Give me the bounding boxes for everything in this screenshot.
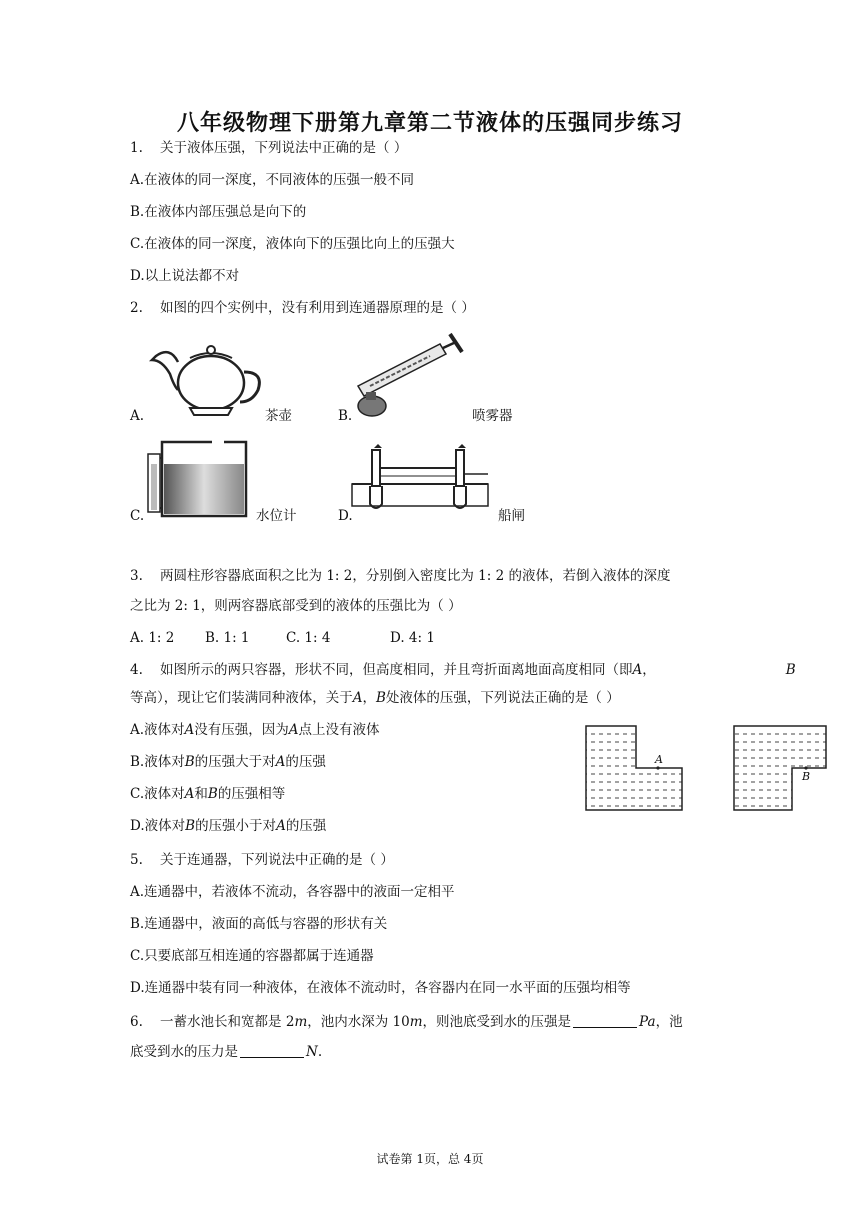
var-a: A: [288, 722, 299, 738]
question-5-stem: 5. 关于连通器，下列说法中正确的是（ ）: [130, 852, 394, 868]
container-right: [734, 726, 826, 810]
page-footer: 试卷第 1页，总 4页: [376, 1152, 484, 1166]
question-2-stem: 2. 如图的四个实例中，没有利用到连通器原理的是（ ）: [130, 300, 475, 316]
option-text: 的压强: [285, 754, 326, 770]
question-5-option-c: C.只要底部互相连通的容器都属于连通器: [130, 948, 374, 964]
q6-text: .: [317, 1044, 323, 1060]
q6-text: 底受到水的压力是: [130, 1044, 238, 1060]
q4-stem-text: 等高），现让它们装满同种液体，关于: [130, 690, 353, 706]
option-text: A.液体对: [130, 722, 185, 738]
var-a: A: [184, 722, 195, 738]
q4-stem-text: 4. 如图所示的两只容器，形状不同，但高度相同，并且弯折面离地面高度相同（即: [130, 662, 633, 678]
var-b: B: [185, 818, 196, 834]
option-text: D.液体对: [130, 818, 186, 834]
var-b: B: [184, 754, 195, 770]
point-a-marker: [656, 766, 659, 769]
q2-option-c-caption: 水位计: [256, 508, 297, 524]
question-6-line1: [130, 1012, 683, 1032]
question-3-stem-line1: 3. 两圆柱形容器底面积之比为 1: 2，分别倒入密度比为 1: 2 的液体，若倒入液体的深度: [130, 568, 671, 584]
sprayer-icon: [350, 330, 470, 420]
var-a: A: [632, 662, 643, 678]
question-3-option-b: B. 1: 1: [205, 630, 250, 646]
answer-blank-pressure[interactable]: [573, 1013, 637, 1028]
question-5-option-b: B.连通器中，液面的高低与容器的形状有关: [130, 916, 388, 932]
question-5-option-a: A.连通器中，若液体不流动，各容器中的液面一定相平: [130, 884, 455, 900]
page-title: 八年级物理下册第九章第二节液体的压强同步练习: [176, 110, 683, 136]
teapot-icon: [148, 338, 268, 420]
q4-comma: ，: [362, 690, 376, 706]
ship-lock-icon: [352, 440, 490, 520]
figure-label-b: B: [802, 770, 811, 783]
question-3-stem-line2: 之比为 2: 1，则两容器底部受到的液体的压强比为（ ）: [130, 598, 462, 614]
q4-containers-figure: [582, 722, 832, 814]
q2-option-a-letter: A.: [130, 408, 145, 424]
question-4-option-c: [130, 784, 285, 804]
container-left: [586, 726, 682, 810]
var-b: B: [785, 662, 796, 678]
unit-m: m: [409, 1014, 423, 1030]
q6-text: 6. 一蓄水池长和宽都是 2: [130, 1014, 295, 1030]
option-text: B.液体对: [130, 754, 185, 770]
option-text: 的压强相等: [217, 786, 286, 802]
q6-text: ，池: [655, 1014, 683, 1030]
question-6-line2: [130, 1042, 322, 1062]
var-a: A: [275, 754, 286, 770]
var-b: B: [207, 786, 218, 802]
option-text: 点上没有液体: [298, 722, 380, 738]
water-gauge-icon: [144, 438, 254, 520]
question-1-option-d: D.以上说法都不对: [130, 268, 240, 284]
var-a: A: [352, 690, 363, 706]
question-3-option-c: C. 1: 4: [286, 630, 331, 646]
figure-label-a: A: [655, 753, 663, 766]
question-1-stem: 1. 关于液体压强，下列说法中正确的是（ ）: [130, 140, 408, 156]
option-text: 和: [194, 786, 208, 802]
q2-option-b-caption: 喷雾器: [472, 408, 513, 424]
question-4-option-b: [130, 752, 326, 772]
unit-m: m: [294, 1014, 308, 1030]
option-text: 的压强大于对: [194, 754, 276, 770]
option-text: 的压强小于对: [195, 818, 277, 834]
option-text: 没有压强，因为: [194, 722, 289, 738]
question-1-option-c: C.在液体的同一深度，液体向下的压强比向上的压强大: [130, 236, 455, 252]
question-3-option-a: A. 1: 2: [130, 630, 175, 646]
question-4-stem-line1: [130, 660, 796, 680]
question-3-option-d: D. 4: 1: [390, 630, 435, 646]
unit-n: N: [306, 1044, 318, 1060]
option-text: C.液体对: [130, 786, 185, 802]
answer-blank-force[interactable]: [240, 1043, 304, 1058]
option-text: 的压强: [285, 818, 327, 834]
q4-comma: ，: [642, 662, 656, 678]
unit-pa: Pa: [639, 1014, 656, 1030]
q2-option-d-caption: 船闸: [498, 508, 525, 524]
q2-option-a-caption: 茶壶: [265, 408, 292, 424]
question-4-stem-line2: [130, 688, 620, 708]
question-4-option-d: [130, 816, 326, 836]
q6-text: ，则池底受到水的压强是: [422, 1014, 572, 1030]
var-a: A: [184, 786, 195, 802]
question-4-option-a: [130, 720, 380, 740]
q2-option-c-letter: C.: [130, 508, 145, 524]
var-b: B: [376, 690, 386, 706]
q6-text: ，池内水深为 10: [307, 1014, 410, 1030]
question-5-option-d: D.连通器中装有同一种液体，在液体不流动时，各容器内在同一水平面的压强均相等: [130, 980, 631, 996]
question-1-option-a: A.在液体的同一深度，不同液体的压强一般不同: [130, 172, 415, 188]
q2-option-d-letter: D.: [338, 508, 353, 524]
var-a: A: [276, 818, 286, 834]
q4-stem-text: 处液体的压强，下列说法正确的是（ ）: [385, 690, 620, 706]
q2-option-b-letter: B.: [338, 408, 353, 424]
question-1-option-b: B.在液体内部压强总是向下的: [130, 204, 307, 220]
